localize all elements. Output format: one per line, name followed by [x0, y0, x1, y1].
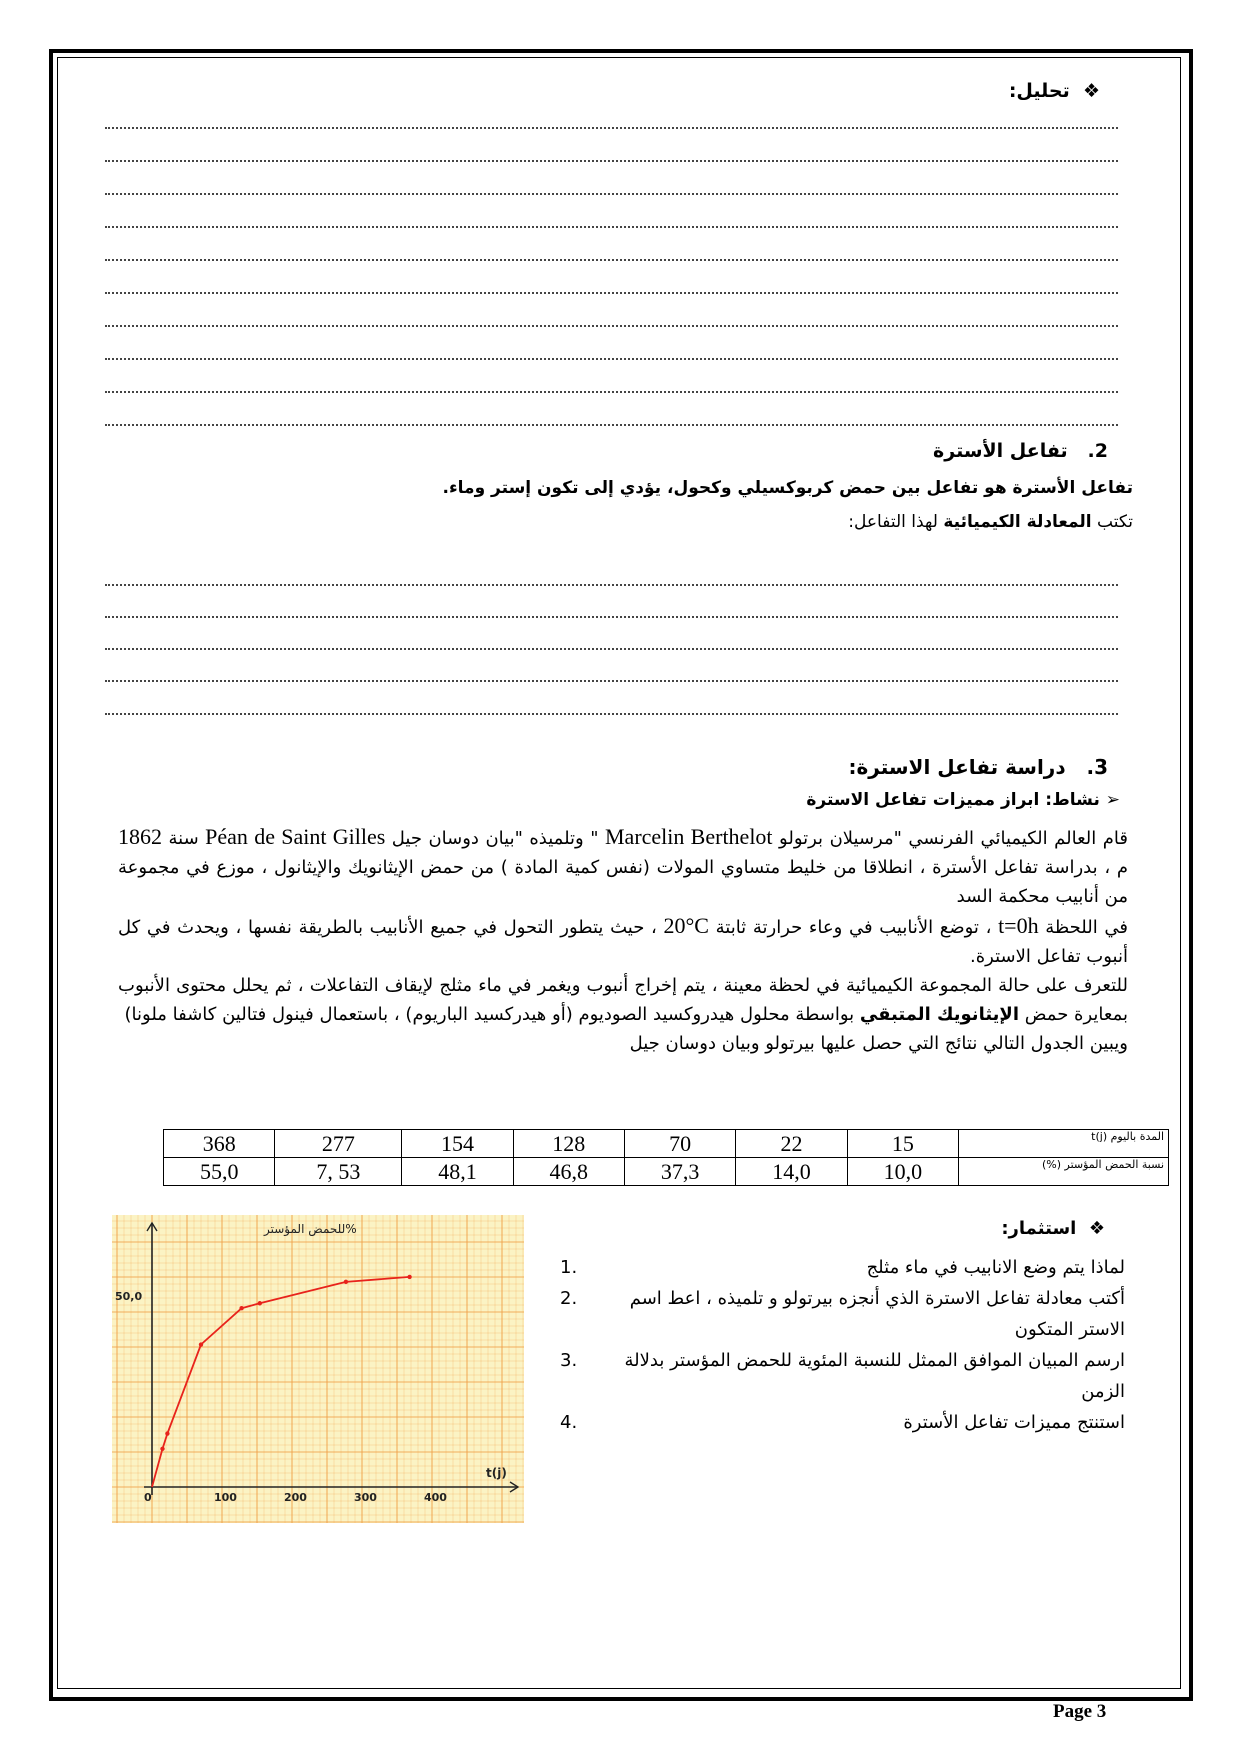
table-cell: 53 ,7: [275, 1158, 402, 1186]
question-list: [560, 1252, 1125, 1438]
page-number: Page 3: [1053, 1701, 1107, 1722]
activity-text: [118, 822, 1128, 1058]
answer-line[interactable]: [105, 127, 1118, 129]
paragraph: ويبين الجدول التالي نتائج التي حصل عليها بيرتولو وبيان دوسان جيل: [629, 1033, 1128, 1054]
question-item: ارسم المبيان الموافق الممثل للنسبة المئوية للحمض المؤستر بدلالة الزمن 3.: [560, 1350, 1125, 1402]
table-cell: 14,0: [736, 1158, 847, 1186]
x-tick-label: 100: [214, 1491, 237, 1504]
question-item: أكتب معادلة تفاعل الاسترة الذي أنجزه بيرتولو و تلميذه ، اعط اسم الاستر المتكون 2.: [560, 1288, 1125, 1340]
table-cell: 70: [624, 1130, 735, 1158]
esterification-chart: [112, 1215, 524, 1523]
table-cell: 46,8: [513, 1158, 624, 1186]
table-cell: 55,0: [164, 1158, 275, 1186]
diamond-bullet-icon: ❖: [1088, 1218, 1105, 1239]
question-item: لماذا يتم وضع الانابيب في ماء مثلج 1.: [560, 1257, 1125, 1278]
data-point: [344, 1280, 348, 1284]
answer-line[interactable]: [105, 391, 1118, 393]
table-cell: 10,0: [847, 1158, 958, 1186]
exploitation-heading: ❖ استثمار:: [1001, 1218, 1105, 1239]
x-axis-label: t(j): [486, 1466, 507, 1480]
answer-line[interactable]: [105, 193, 1118, 195]
table-header-days: المدة باليوم t(j): [959, 1130, 1169, 1158]
answer-line[interactable]: [105, 358, 1118, 360]
table-header-percent: نسبة الحمض المؤستر (%): [959, 1158, 1169, 1186]
table-cell: 37,3: [624, 1158, 735, 1186]
data-point: [258, 1301, 262, 1305]
data-table: [163, 1129, 1169, 1186]
section2-definition: تفاعل الأسترة هو تفاعل بين حمض كربوكسيلي وكحول، يؤدي إلى تكون إستر وماء.: [442, 478, 1133, 498]
table-cell: 277: [275, 1130, 402, 1158]
data-point: [165, 1431, 169, 1435]
x-tick-label: 300: [354, 1491, 377, 1504]
section2-heading: 2. تفاعل الأسترة: [933, 440, 1108, 462]
data-point: [239, 1306, 243, 1310]
paragraph: في اللحظة t=0h ، توضع الأنابيب في وعاء حرارتة ثابتة 20°C ، حيث يتطور التحول في جميع الأنابيب بالطريقة نفسها ، ويحدث في كل أنبوب تفاعل الاسترة.: [118, 913, 1128, 967]
answer-line[interactable]: [105, 616, 1118, 618]
table-cell: 15: [847, 1130, 958, 1158]
activity-title: ➢ نشاط: ابراز مميزات تفاعل الاسترة: [806, 790, 1120, 810]
answer-line[interactable]: [105, 292, 1118, 294]
x-tick-label: 0: [144, 1491, 152, 1504]
table-row-percent: [164, 1158, 1169, 1186]
chart-background: [112, 1215, 524, 1523]
question-item: استنتج مميزات تفاعل الأسترة 4.: [560, 1412, 1125, 1433]
answer-line[interactable]: [105, 648, 1118, 650]
x-tick-label: 400: [424, 1491, 447, 1504]
y-axis-label: %للحمض المؤستر: [264, 1222, 357, 1236]
answer-line[interactable]: [105, 160, 1118, 162]
answer-line[interactable]: [105, 259, 1118, 261]
arrow-bullet-icon: ➢: [1105, 790, 1120, 810]
answer-line[interactable]: [105, 226, 1118, 228]
answer-line[interactable]: [105, 325, 1118, 327]
table-cell: 368: [164, 1130, 275, 1158]
answer-line[interactable]: [105, 584, 1118, 586]
section2-instruction: تكتب المعادلة الكيميائية لهذا التفاعل:: [848, 512, 1133, 532]
data-point: [160, 1447, 164, 1451]
data-point: [199, 1342, 203, 1346]
diamond-bullet-icon: ❖: [1082, 80, 1100, 102]
analysis-heading: ❖ تحليل:: [1008, 80, 1100, 102]
answer-line[interactable]: [105, 680, 1118, 682]
table-cell: 128: [513, 1130, 624, 1158]
table-cell: 22: [736, 1130, 847, 1158]
section3-heading: 3. دراسة تفاعل الاسترة:: [848, 755, 1108, 779]
paragraph: للتعرف على حالة المجموعة الكيميائية في لحظة معينة ، يتم إخراج أنبوب ويغمر في ماء مثلج لإيقاف التفاعلات ، ثم يحلل محتوى الأنبوب بمعايرة حمض الإيثانويك المتبقي بواسطة محلول هيدروكسيد الصوديوم (أو هيدركسيد الباريوم) ، باستعمال فينول فتالين كاشفا ملونا): [118, 975, 1128, 1025]
table-cell: 154: [402, 1130, 513, 1158]
paragraph: قام العالم الكيميائي الفرنسي "مرسيلان برتولو Marcelin Berthelot " وتلميذه "بيان دوسان جيل Péan de Saint Gilles سنة 1862 م ، بدراسة تفاعل الأسترة ، انطلاقا من خليط متساوي المولات (نفس كمية المادة ) من حمض الإيثانويك والإيثانول ، موزع في مجموعة من أنابيب محكمة السد: [118, 824, 1128, 907]
y-tick-label: 50,0: [115, 1290, 143, 1303]
answer-line[interactable]: [105, 424, 1118, 426]
table-row-days: [164, 1130, 1169, 1158]
table-cell: 48,1: [402, 1158, 513, 1186]
data-point: [407, 1275, 411, 1279]
x-tick-label: 200: [284, 1491, 307, 1504]
answer-line[interactable]: [105, 713, 1118, 715]
